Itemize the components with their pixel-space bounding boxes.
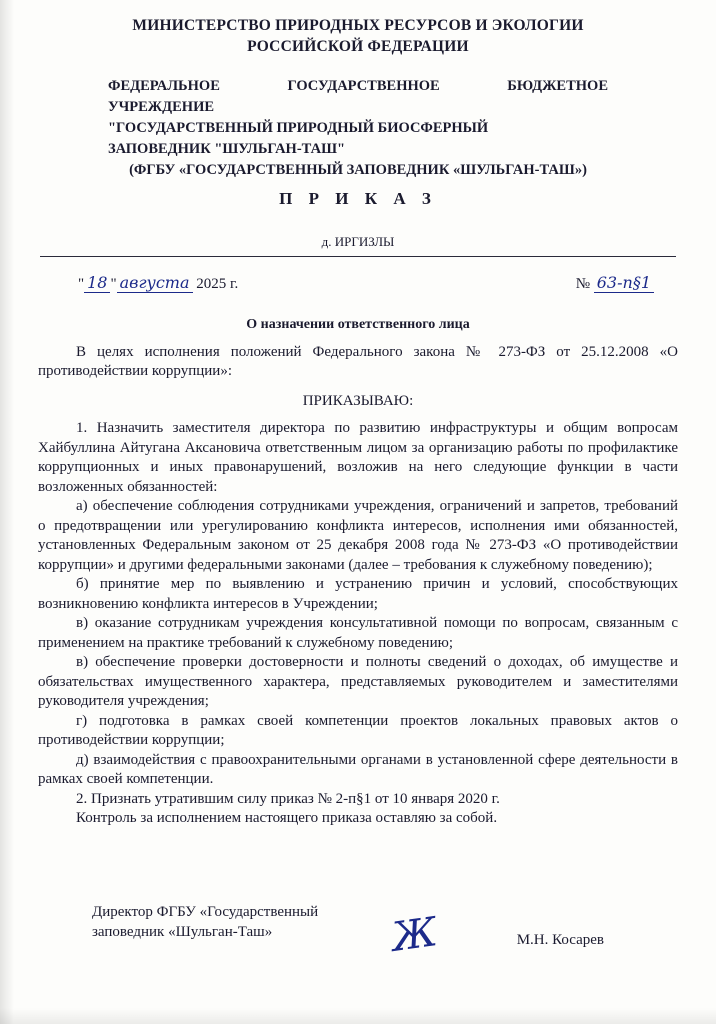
body-paragraph-3: а) обеспечение соблюдения сотрудниками учреждения, ограничений и запретов, требований о предотвращении или урегулированию конфликта интересов, исполнения ими обязанностей, установленных Федеральным законом от 25 декабря 2008 года № 273-ФЗ «О противодействии коррупции» и другими федеральными законами (далее – требования к служебному поведению); [38, 498, 678, 573]
document-header [0, 0, 716, 58]
order-keyword: ПРИКАЗЫВАЮ: [302, 392, 414, 409]
ministry-title-line-1: МИНИСТЕРСТВО ПРИРОДНЫХ РЕСУРСОВ И ЭКОЛОГИИ [132, 17, 584, 34]
place-line: д. ИРГИЗЛЫ [321, 233, 395, 249]
number-handwritten: 63-п§1 [594, 273, 654, 293]
date-and-number-row [0, 269, 716, 303]
organization-title [0, 76, 716, 212]
header-divider [40, 256, 676, 257]
body-paragraph-1: В целях исполнения положений Федерального закона № 273-ФЗ от 25.12.2008 «О противодействии коррупции»: [38, 343, 678, 380]
handwritten-signature: Ж [389, 908, 440, 961]
signer-position-line-2: заповедник «Шульган-Таш» [92, 923, 273, 940]
organization-line-2: УЧРЕЖДЕНИЕ [108, 98, 215, 115]
document-number-field [576, 273, 654, 293]
day-handwritten: 18 [84, 273, 110, 293]
body-paragraph-8: д) взаимодействия с правоохранительными органами в установленной сфере деятельности в рамках своей компетенции. [38, 751, 678, 788]
organization-line-1: ФЕДЕРАЛЬНОЕ ГОСУДАРСТВЕННОЕ БЮДЖЕТНОЕ [108, 77, 608, 94]
document-type-label: П Р И К А З [279, 188, 437, 208]
quote-close: " [110, 275, 117, 292]
ministry-title-line-2: РОССИЙСКОЙ ФЕДЕРАЦИИ [247, 37, 469, 55]
signer-position-line-1: Директор ФГБУ «Государственный [92, 903, 319, 920]
quote-open: " [78, 275, 85, 292]
body-paragraph-6: в) обеспечение проверки достоверности и полноты сведений о доходах, об имуществе и обязательствах имущественного характера, представляемых руководителем и заместителями руководителя учреждения; [38, 654, 678, 710]
signer-name: М.Н. Косарев [516, 931, 604, 948]
body-paragraph-7: г) подготовка в рамках своей компетенции проектов локальных правовых актов о противодействии коррупции; [38, 712, 678, 749]
scan-bottom-shadow [0, 1008, 716, 1024]
body-paragraph-4: б) принятие мер по выявлению и устранению причин и условий, способствующих возникновению конфликта интересов в Учреждении; [38, 576, 678, 612]
number-label: № [575, 275, 590, 292]
organization-line-5: (ФГБУ «ГОСУДАРСТВЕННЫЙ ЗАПОВЕДНИК «ШУЛЬГАН-ТАШ») [129, 161, 587, 178]
body-paragraph-5: в) оказание сотрудникам учреждения консультативной помощи по вопросам, связанным с применением на практике требований к служебному поведению; [38, 615, 678, 651]
document-subject: О назначении ответственного лица [246, 316, 470, 332]
date-field [78, 273, 238, 293]
month-handwritten: августа [117, 273, 193, 293]
body-paragraph-9: 2. Признать утратившим силу приказ № 2-п§1 от 10 января 2020 г. [76, 790, 500, 807]
document-body [38, 343, 678, 829]
organization-line-3: "ГОСУДАРСТВЕННЫЙ ПРИРОДНЫЙ БИОСФЕРНЫЙ [108, 119, 489, 136]
signature-block [92, 902, 632, 961]
organization-line-4: ЗАПОВЕДНИК "ШУЛЬГАН-ТАШ" [108, 140, 346, 157]
signer-position [92, 902, 362, 943]
body-paragraph-2: 1. Назначить заместителя директора по развитию инфраструктуры и общим вопросам Хайбуллина Айтугана Аксановича ответственным лицом за организацию работы по профилактике коррупционных и иных правонарушений, возложив на него следующие функции в части возложенных обязанностей: [38, 420, 678, 495]
body-paragraph-10: Контроль за исполнением настоящего приказа оставляю за собой. [76, 810, 498, 827]
year-label: 2025 г. [196, 275, 239, 292]
